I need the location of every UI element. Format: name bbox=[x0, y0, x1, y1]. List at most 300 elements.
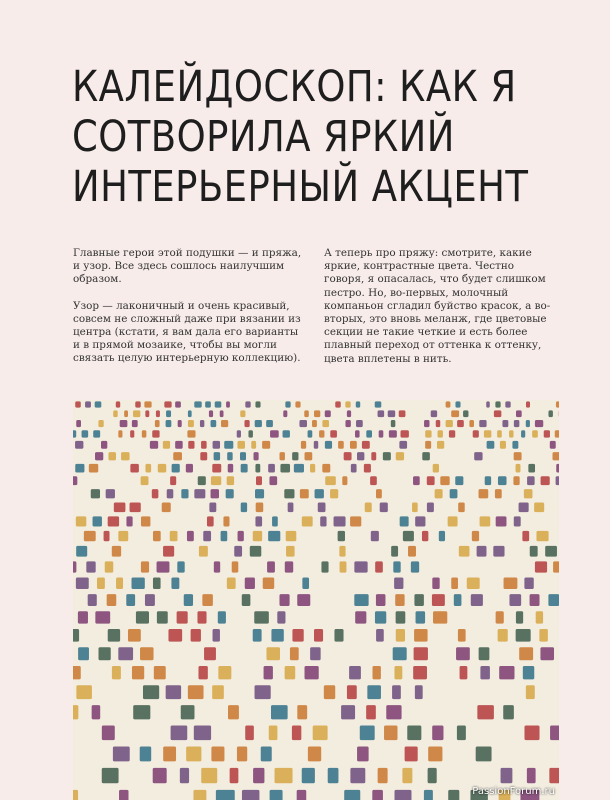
knit-stitch-block bbox=[88, 594, 97, 606]
knit-stitch-block bbox=[486, 401, 490, 407]
knit-stitch-block bbox=[119, 790, 128, 800]
knit-stitch-block bbox=[238, 531, 244, 541]
knit-stitch-block bbox=[237, 441, 245, 449]
knit-stitch-block bbox=[349, 666, 361, 679]
knit-stitch-block bbox=[253, 629, 262, 642]
knit-stitch-block bbox=[254, 452, 259, 460]
knit-stitch-block bbox=[213, 629, 220, 642]
knit-stitch-block bbox=[76, 516, 86, 526]
knit-stitch-block bbox=[98, 420, 103, 427]
left-text-column bbox=[73, 247, 305, 379]
knit-stitch-block bbox=[424, 790, 433, 800]
knit-stitch-block bbox=[163, 546, 174, 557]
knit-stitch-block bbox=[187, 430, 195, 437]
knit-stitch-block bbox=[226, 489, 234, 498]
knit-stitch-block bbox=[494, 410, 501, 417]
knit-stitch-block bbox=[422, 452, 430, 460]
knit-stitch-block bbox=[84, 531, 96, 541]
knit-stitch-block bbox=[513, 476, 519, 485]
knit-stitch-block bbox=[456, 647, 470, 660]
knit-stitch-block bbox=[220, 410, 224, 417]
knit-stitch-block bbox=[211, 476, 221, 485]
knit-stitch-block bbox=[157, 611, 168, 623]
knit-stitch-block bbox=[530, 594, 540, 606]
knit-stitch-block bbox=[299, 420, 307, 427]
knit-stitch-block bbox=[279, 594, 289, 606]
knit-stitch-block bbox=[197, 611, 206, 623]
knit-stitch-block bbox=[167, 489, 174, 498]
knit-stitch-block bbox=[509, 594, 521, 606]
knit-stitch-block bbox=[271, 705, 288, 719]
knit-stitch-block bbox=[480, 516, 491, 526]
knit-stitch-block bbox=[237, 746, 247, 761]
knit-stitch-block bbox=[187, 531, 194, 541]
knit-stitch-block bbox=[414, 594, 423, 606]
knit-stitch-block bbox=[141, 561, 149, 572]
knit-stitch-block bbox=[262, 441, 270, 449]
knit-stitch-block bbox=[205, 401, 211, 407]
knit-stitch-block bbox=[496, 611, 504, 623]
knit-stitch-block bbox=[516, 629, 531, 642]
knit-stitch-block bbox=[310, 464, 315, 473]
knit-stitch-block bbox=[386, 705, 401, 719]
knit-stitch-block bbox=[394, 666, 402, 679]
knit-stitch-block bbox=[108, 452, 116, 460]
knit-stitch-block bbox=[484, 430, 491, 437]
knit-stitch-block bbox=[479, 420, 486, 427]
knit-stitch-block bbox=[545, 546, 557, 557]
knit-stitch-block bbox=[310, 647, 321, 660]
knit-stitch-block bbox=[188, 441, 194, 449]
knit-stitch-block bbox=[455, 476, 463, 485]
knit-stitch-block bbox=[501, 768, 513, 783]
knit-stitch-block bbox=[527, 476, 535, 485]
knit-stitch-block bbox=[118, 531, 128, 541]
knit-stitch-block bbox=[290, 647, 299, 660]
knit-stitch-block bbox=[477, 546, 487, 557]
knit-stitch-block bbox=[357, 746, 369, 761]
knit-stitch-block bbox=[198, 666, 207, 679]
knit-stitch-block bbox=[378, 410, 385, 417]
knit-stitch-block bbox=[394, 577, 403, 589]
knit-stitch-block bbox=[364, 464, 371, 473]
knit-stitch-block bbox=[207, 516, 214, 526]
knit-stitch-block bbox=[104, 531, 110, 541]
knit-stitch-block bbox=[530, 546, 538, 557]
knit-stitch-block bbox=[166, 410, 171, 417]
knit-stitch-block bbox=[163, 746, 176, 761]
knit-stitch-block bbox=[391, 420, 396, 427]
knit-stitch-block bbox=[396, 629, 405, 642]
knit-stitch-block bbox=[223, 516, 229, 526]
knit-stitch-block bbox=[178, 420, 182, 427]
knit-stitch-block bbox=[499, 666, 514, 679]
knit-stitch-block bbox=[226, 401, 230, 407]
knit-stitch-block bbox=[427, 502, 434, 512]
knit-stitch-block bbox=[108, 516, 119, 526]
knit-stitch-block bbox=[241, 502, 247, 512]
knit-stitch-block bbox=[266, 647, 280, 660]
knit-stitch-block bbox=[325, 410, 331, 417]
knit-stitch-block bbox=[341, 705, 355, 719]
knit-stitch-block bbox=[184, 594, 193, 606]
knit-stitch-block bbox=[86, 561, 95, 572]
knit-stitch-block bbox=[408, 546, 416, 557]
knit-stitch-block bbox=[78, 647, 89, 660]
title-line-3: ИНТЕРЬЕРНЫЙ АКЦЕНТ bbox=[72, 162, 529, 212]
knit-stitch-block bbox=[200, 452, 207, 460]
knit-stitch-block bbox=[301, 441, 306, 449]
knit-stitch-block bbox=[446, 420, 453, 427]
knit-stitch-block bbox=[153, 531, 161, 541]
knit-stitch-block bbox=[328, 768, 339, 783]
knit-stitch-block bbox=[241, 464, 248, 473]
knit-stitch-block bbox=[76, 546, 87, 557]
knit-stitch-block bbox=[440, 476, 449, 485]
knit-stitch-block bbox=[399, 441, 407, 449]
knit-stitch-block bbox=[548, 594, 559, 606]
knit-stitch-block bbox=[244, 420, 249, 427]
knit-stitch-block bbox=[432, 577, 439, 589]
knit-stitch-block bbox=[256, 476, 262, 485]
knit-stitch-block bbox=[521, 430, 525, 437]
knit-stitch-block bbox=[194, 489, 205, 498]
knit-stitch-block bbox=[267, 561, 275, 572]
knit-stitch-block bbox=[76, 420, 81, 427]
knit-stitch-block bbox=[136, 611, 149, 623]
knit-stitch-block bbox=[297, 594, 310, 606]
knit-stitch-block bbox=[505, 401, 510, 407]
knit-stitch-block bbox=[497, 430, 502, 437]
knit-stitch-block bbox=[366, 705, 376, 719]
knit-stitch-block bbox=[163, 441, 170, 449]
knit-stitch-block bbox=[118, 430, 122, 437]
knit-stitch-block bbox=[143, 685, 159, 699]
knit-stitch-block bbox=[240, 410, 245, 417]
knit-stitch-block bbox=[142, 430, 147, 437]
knit-stitch-block bbox=[75, 464, 84, 473]
knit-stitch-block bbox=[431, 410, 437, 417]
knit-stitch-block bbox=[113, 410, 117, 417]
knit-stitch-block bbox=[495, 401, 500, 407]
knit-stitch-block bbox=[524, 577, 533, 589]
knit-stitch-block bbox=[350, 516, 361, 526]
knit-stitch-block bbox=[155, 420, 160, 427]
knit-stitch-block bbox=[253, 768, 264, 783]
knit-stitch-block bbox=[449, 430, 455, 437]
knit-stitch-block bbox=[177, 561, 184, 572]
knit-stitch-block bbox=[102, 768, 119, 783]
knit-stitch-block bbox=[318, 502, 326, 512]
knit-stitch-block bbox=[380, 502, 388, 512]
knit-stitch-block bbox=[549, 768, 559, 783]
knit-stitch-block bbox=[255, 685, 271, 699]
knit-stitch-block bbox=[261, 746, 272, 761]
knit-stitch-block bbox=[502, 420, 508, 427]
knit-stitch-block bbox=[425, 441, 431, 449]
knit-stitch-block bbox=[473, 430, 479, 437]
knitted-blanket-photo bbox=[73, 400, 559, 800]
knit-stitch-block bbox=[356, 420, 363, 427]
right-paragraph-1: А теперь про пряжу: смотрите, какие яркие, контрастные цвета. Честно говоря, я опасалась, что будет слишком пестро. Но, во-первых, молочный компаньон сгладил буйство красок, а во-вторых, это вновь меланж, где цветовые секции не такие четкие и есть более плавный переход от оттенка к оттенку, цвета вплетены в нить. bbox=[324, 247, 551, 365]
knit-stitch-block bbox=[393, 647, 407, 660]
knit-stitch-block bbox=[177, 611, 188, 623]
knit-stitch-block bbox=[213, 441, 220, 449]
knit-stitch-block bbox=[194, 401, 201, 407]
knit-stitch-block bbox=[401, 430, 409, 437]
knit-stitch-block bbox=[170, 531, 178, 541]
knit-stitch-block bbox=[141, 516, 150, 526]
knit-stitch-block bbox=[375, 611, 386, 623]
knit-stitch-block bbox=[528, 464, 535, 473]
knit-stitch-block bbox=[425, 430, 431, 437]
knit-stitch-block bbox=[221, 531, 228, 541]
knit-stitch-block bbox=[113, 746, 130, 761]
knit-stitch-block bbox=[285, 561, 293, 572]
knit-stitch-block bbox=[227, 476, 234, 485]
knit-stitch-block bbox=[130, 430, 134, 437]
knit-stitch-block bbox=[324, 685, 335, 699]
knit-stitch-block bbox=[451, 410, 459, 417]
knit-stitch-block bbox=[224, 441, 233, 449]
knit-stitch-block bbox=[345, 420, 350, 427]
knit-stitch-block bbox=[448, 516, 458, 526]
knit-stitch-block bbox=[91, 489, 100, 498]
knit-stitch-block bbox=[460, 666, 468, 679]
knit-stitch-block bbox=[228, 464, 233, 473]
knit-stitch-block bbox=[283, 430, 290, 437]
knit-stitch-block bbox=[73, 790, 78, 800]
knit-stitch-block bbox=[357, 452, 364, 460]
knit-stitch-block bbox=[255, 401, 260, 407]
knit-stitch-block bbox=[514, 516, 521, 526]
knit-stitch-block bbox=[367, 685, 381, 699]
knit-stitch-block bbox=[302, 577, 309, 589]
knit-stitch-block bbox=[285, 401, 290, 407]
knit-stitch-block bbox=[350, 768, 365, 783]
knit-stitch-block bbox=[469, 420, 474, 427]
knit-stitch-block bbox=[435, 489, 443, 498]
knit-stitch-block bbox=[319, 430, 324, 437]
knit-stitch-block bbox=[140, 647, 154, 660]
knit-stitch-block bbox=[133, 705, 150, 719]
knit-stitch-block bbox=[295, 401, 300, 407]
knit-stitch-block bbox=[493, 546, 504, 557]
knit-stitch-block bbox=[504, 577, 518, 589]
knit-stitch-block bbox=[459, 546, 470, 557]
knit-stitch-block bbox=[242, 594, 251, 606]
knit-stitch-block bbox=[350, 441, 357, 449]
knit-stitch-block bbox=[92, 705, 101, 719]
knit-stitch-block bbox=[334, 629, 343, 642]
knit-stitch-block bbox=[277, 611, 285, 623]
knit-stitch-block bbox=[384, 726, 397, 741]
knit-stitch-block bbox=[415, 685, 423, 699]
knit-stitch-block bbox=[428, 746, 442, 761]
knit-stitch-block bbox=[339, 546, 345, 557]
knit-stitch-block bbox=[522, 531, 529, 541]
knit-stitch-block bbox=[283, 410, 287, 417]
knit-stitch-block bbox=[124, 410, 128, 417]
knit-stitch-block bbox=[193, 790, 206, 800]
knit-stitch-block bbox=[188, 420, 194, 427]
knit-stitch-block bbox=[535, 420, 543, 427]
knit-stitch-block bbox=[263, 577, 274, 589]
knit-stitch-block bbox=[526, 401, 530, 407]
knit-stitch-block bbox=[344, 790, 360, 800]
knit-stitch-block bbox=[112, 546, 121, 557]
knit-stitch-block bbox=[201, 768, 217, 783]
knit-stitch-block bbox=[512, 441, 518, 449]
knit-stitch-block bbox=[145, 464, 151, 473]
knit-stitch-block bbox=[450, 489, 458, 498]
knit-stitch-block bbox=[240, 452, 246, 460]
knit-stitch-block bbox=[308, 746, 321, 761]
knit-stitch-block bbox=[396, 452, 404, 460]
knit-stitch-block bbox=[305, 452, 313, 460]
knit-stitch-block bbox=[266, 420, 273, 427]
knit-stitch-block bbox=[152, 489, 159, 498]
knit-stitch-block bbox=[436, 420, 440, 427]
knit-stitch-block bbox=[140, 746, 152, 761]
knit-stitch-block bbox=[495, 489, 502, 498]
knit-stitch-block bbox=[255, 489, 264, 498]
knit-stitch-block bbox=[132, 577, 145, 589]
knit-stitch-block bbox=[251, 441, 256, 449]
knit-stitch-block bbox=[371, 531, 379, 541]
knit-stitch-block bbox=[166, 685, 181, 699]
knit-stitch-block bbox=[340, 561, 347, 572]
knit-stitch-block bbox=[523, 666, 534, 679]
knit-stitch-block bbox=[156, 410, 160, 417]
knit-stitch-block bbox=[524, 726, 539, 741]
knit-stitch-block bbox=[234, 546, 242, 557]
knit-stitch-block bbox=[373, 666, 381, 679]
knit-stitch-block bbox=[201, 441, 207, 449]
knit-stitch-block bbox=[314, 410, 320, 417]
knit-stitch-block bbox=[85, 401, 91, 407]
knit-stitch-block bbox=[268, 531, 280, 541]
knit-stitch-block bbox=[215, 401, 222, 407]
knit-stitch-block bbox=[269, 476, 277, 485]
right-text-column bbox=[324, 247, 556, 379]
knit-stitch-block bbox=[130, 502, 141, 512]
knit-stitch-block bbox=[200, 420, 204, 427]
knit-stitch-block bbox=[532, 430, 538, 437]
knit-stitch-block bbox=[422, 531, 428, 541]
knit-stitch-block bbox=[395, 790, 412, 800]
knit-stitch-block bbox=[204, 647, 216, 660]
knit-stitch-block bbox=[471, 594, 483, 606]
knit-stitch-block bbox=[280, 464, 290, 473]
knit-stitch-block bbox=[297, 790, 307, 800]
knit-stitch-block bbox=[93, 430, 100, 437]
knit-stitch-block bbox=[130, 464, 138, 473]
knit-stitch-block bbox=[181, 489, 188, 498]
knit-stitch-block bbox=[330, 489, 338, 498]
knit-stitch-block bbox=[89, 464, 98, 473]
knit-stitch-block bbox=[527, 768, 536, 783]
knit-stitch-block bbox=[379, 430, 384, 437]
knit-stitch-block bbox=[433, 464, 439, 473]
knit-stitch-block bbox=[135, 401, 140, 407]
knit-stitch-block bbox=[171, 726, 188, 741]
knit-stitch-block bbox=[479, 647, 490, 660]
knit-stitch-block bbox=[250, 546, 261, 557]
knit-stitch-block bbox=[245, 401, 250, 407]
knit-stitch-block bbox=[218, 666, 231, 679]
knit-stitch-block bbox=[519, 647, 533, 660]
knit-stitch-block bbox=[347, 410, 351, 417]
knit-stitch-block bbox=[152, 430, 159, 437]
knit-stitch-block bbox=[437, 441, 444, 449]
knit-stitch-block bbox=[76, 685, 92, 699]
knit-stitch-block bbox=[455, 401, 460, 407]
knit-stitch-block bbox=[476, 746, 492, 761]
knit-stitch-block bbox=[400, 516, 409, 526]
knit-stitch-block bbox=[362, 441, 370, 449]
knit-stitch-block bbox=[457, 420, 464, 427]
knit-stitch-block bbox=[255, 464, 260, 473]
knit-stitch-block bbox=[541, 476, 550, 485]
knit-stitch-block bbox=[162, 502, 171, 512]
knit-stitch-block bbox=[232, 561, 239, 572]
knit-stitch-block bbox=[392, 685, 401, 699]
knit-stitch-block bbox=[126, 594, 135, 606]
knit-stitch-block bbox=[366, 430, 372, 437]
knit-stitch-block bbox=[212, 685, 224, 699]
knit-stitch-block bbox=[393, 561, 400, 572]
knit-stitch-block bbox=[500, 441, 506, 449]
knit-stitch-block bbox=[157, 561, 170, 572]
knit-stitch-block bbox=[524, 489, 533, 498]
knit-stitch-block bbox=[351, 464, 357, 473]
knit-stitch-block bbox=[175, 441, 183, 449]
knit-stitch-block bbox=[285, 666, 296, 679]
site-watermark: PassionForum.ru bbox=[472, 786, 555, 797]
knit-stitch-block bbox=[227, 452, 232, 460]
knit-stitch-block bbox=[186, 464, 193, 473]
knit-stitch-block bbox=[375, 401, 382, 407]
knit-stitch-block bbox=[194, 726, 211, 741]
knit-stitch-block bbox=[116, 577, 123, 589]
knit-stitch-block bbox=[335, 401, 340, 407]
knit-stitch-block bbox=[254, 611, 269, 623]
knit-stitch-block bbox=[218, 611, 226, 623]
knit-stitch-block bbox=[314, 441, 318, 449]
knit-stitch-block bbox=[145, 410, 149, 417]
knit-stitch-block bbox=[188, 685, 204, 699]
knit-stitch-block bbox=[209, 502, 216, 512]
knit-stitch-block bbox=[168, 629, 182, 642]
knit-stitch-block bbox=[164, 401, 171, 407]
knit-stitch-block bbox=[413, 666, 427, 679]
knit-stitch-block bbox=[153, 768, 167, 783]
knit-stitch-block bbox=[242, 790, 259, 800]
knit-stitch-block bbox=[255, 516, 262, 526]
knit-stitch-block bbox=[172, 464, 180, 473]
knit-stitch-block bbox=[73, 705, 78, 719]
knit-stitch-block bbox=[314, 629, 323, 642]
title-line-2: СОТВОРИЛА ЯРКИЙ bbox=[72, 112, 455, 162]
knit-stitch-block bbox=[255, 420, 262, 427]
knit-stitch-block bbox=[548, 410, 552, 417]
knit-stitch-block bbox=[516, 611, 523, 623]
knit-stitch-block bbox=[338, 531, 345, 541]
knit-stitch-block bbox=[313, 726, 328, 741]
knit-stitch-block bbox=[412, 502, 418, 512]
title-line-1: КАЛЕЙДОСКОП: КАК Я bbox=[72, 62, 517, 112]
